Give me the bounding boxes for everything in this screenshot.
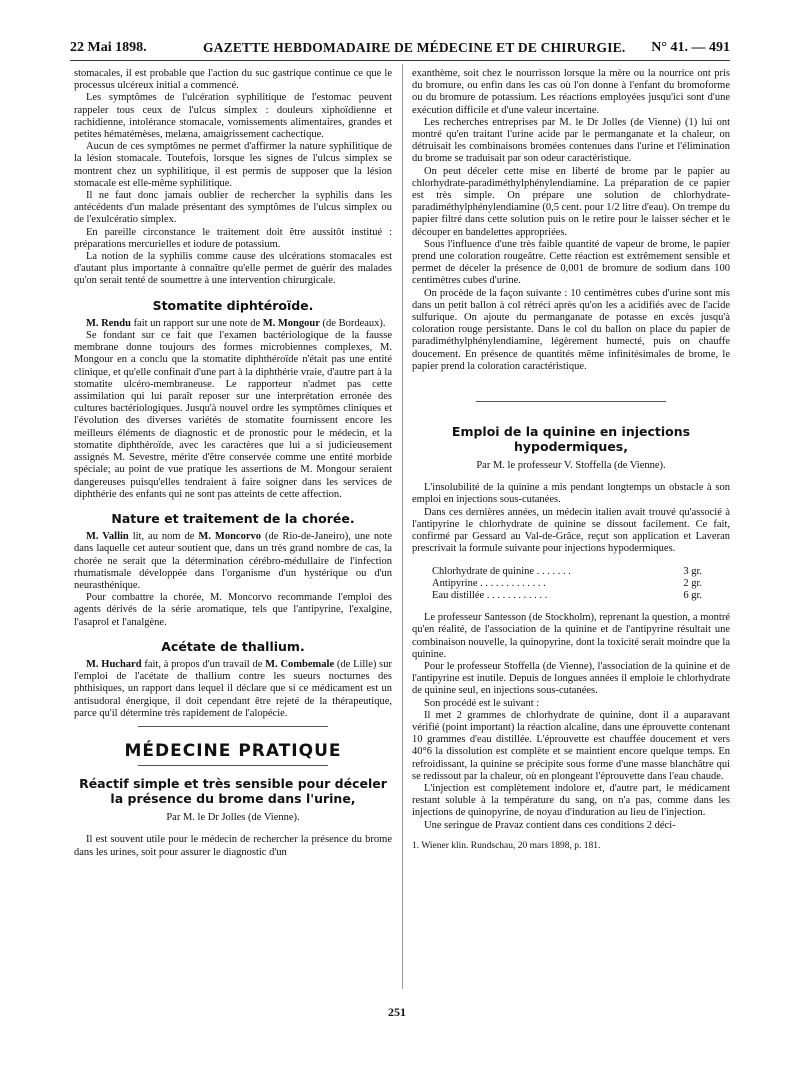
article-title-quinine: Emploi de la quinine en injections hypodermiques,	[451, 424, 691, 455]
text-run: (de Lille) sur l'emploi de l'acétate de thallium contre les sueurs nocturnes des phthisiques, un rapport dans lequel il déclare que si ce médicament est un antisudoral énergique, il doit cependant être rejeté de la thérapeutique, parce qu'il détermine très rapidement de l'alopécie.	[74, 658, 393, 719]
paragraph	[74, 659, 392, 720]
prescription-formula	[432, 566, 702, 603]
text-run: lit, au nom de	[128, 531, 199, 543]
paragraph: exanthème, soit chez le nourrisson lorsque la mère ou la nourrice ont pris du bromure, ou enfin dans les cas où l'on donne à l'enfant du bromoforme ou du bromure de potassium. Les réactions employées jusqu'ici sont d'une exécution difficile et d'une valeur incertaine.	[412, 68, 730, 116]
author-name: M. Moncorvo	[198, 531, 261, 543]
section-heading-choree: Nature et traitement de la chorée.	[111, 510, 355, 526]
ingredient-label: Eau distillée	[432, 589, 485, 601]
ingredient-name	[432, 578, 546, 590]
header-title: GAZETTE HEBDOMADAIRE DE MÉDECINE ET DE CHIRURGIE.	[203, 40, 626, 55]
paragraph: Le professeur Santesson (de Stockholm), reprenant la question, a montré qu'en réalité, de l'association de la quinine et de l'antipyrine résultait une combinaison nouvelle, la quinopyrine, dont la toxicité serait moindre que la quinine.	[412, 612, 730, 660]
paragraph: L'injection est complètement indolore et, d'autre part, le médicament restant soluble à la température du sang, on n'a pas, comme dans les injections de quinopyrine, de noyau d'induration au lieu de l'injection.	[412, 782, 730, 819]
formula-row	[432, 566, 702, 578]
ingredient-name	[432, 566, 571, 578]
paragraph: On peut déceler cette mise en liberté de brome par le papier au chlorhydrate-paradiméthylphénylendiamine. La préparation de ce papier est très simple. On prépare une solution de chlorhydrate-paradiméthylphénylendiamine (0,5 cent. pour 1/2 litre d'eau). On trempe du papier filtré dans cette solution puis on le retire pour le laisser sécher et le découper en bandelettes appropriées.	[412, 165, 730, 238]
paragraph: Pour le professeur Stoffella (de Vienne), l'association de la quinine et de l'antipyrine est inutile. Depuis de longues années il emploie le chlorhydrate de quinine seul, en injections sous-cutanées.	[412, 660, 730, 697]
speaker-name: M. Huchard	[86, 658, 142, 670]
ingredient-quantity: 2 gr.	[683, 577, 702, 589]
ingredient-label: Antipyrine	[432, 577, 478, 589]
byline: Par M. le Dr Jolles (de Vienne).	[166, 812, 300, 824]
ingredient-quantity: 6 gr.	[683, 589, 702, 601]
paragraph: stomacales, il est probable que l'action du suc gastrique continue ce que le processus ulcéreux initial a commencé.	[74, 68, 392, 92]
paragraph: Pour combattre la chorée, M. Moncorvo recommande l'emploi des agents dérivés de la série aromatique, tels que l'antipyrine, l'exalgine, l'asaprol et l'analgène.	[74, 592, 392, 628]
paragraph: Il met 2 grammes de chlorhydrate de quinine, dont il a auparavant vérifié (point important) la réaction alcaline, dans une éprouvette contenant 10 grammes d'eau distillée. L'éprouvette est chauffée doucement et vers 40°6 la dissolution est complète et se maintient encore quelque temps. En refroidissant, la quinine se précipite sous forme d'une masse blanchâtre qui se redissout par la chaleur, où en plongeant l'éprouvette dans l'eau chaude.	[412, 709, 730, 782]
text-run: fait un rapport sur une note de	[130, 317, 263, 329]
paragraph: Il est souvent utile pour le médecin de rechercher la présence du brome dans les urines, soit pour assurer le diagnostic d'un	[74, 834, 392, 858]
paragraph: Les recherches entreprises par M. le Dr Jolles (de Vienne) (1) lui ont montré qu'en traitant l'urine acide par le permanganate et la chaleur, on détruisait les combinaisons bromées contenues dans l'urine et l'élimination du brome se traduisait par son odeur caractéristique.	[412, 116, 730, 165]
formula-row	[432, 578, 702, 590]
left-column	[74, 68, 392, 859]
divider	[138, 726, 329, 727]
rubric-heading: MÉDECINE PRATIQUE	[124, 740, 342, 761]
column-divider	[402, 64, 403, 989]
paragraph	[74, 531, 392, 592]
ingredient-label: Chlorhydrate de quinine	[432, 565, 535, 577]
ingredient-name	[432, 590, 547, 602]
author-name: M. Mongour	[262, 317, 320, 329]
speaker-name: M. Rendu	[86, 317, 131, 329]
paragraph: On procède de la façon suivante : 10 centimètres cubes d'urine sont mis dans un petit ballon à col rétréci après qu'on les a acidifiés avec de l'acide sulfurique. On ajoute du permanganate de potasse en excès jusqu'à coloration rouge persistante. Dans le col du ballon on place du papier de paradiméthylphénylendiamine, légèrement humecté, puis on chauffe doucement. En présence de quantités même infinitésimales de brome, le papier prend la coloration caractéristique.	[412, 287, 730, 372]
footnote: 1. Wiener klin. Rundschau, 20 mars 1898, p. 181.	[412, 840, 601, 851]
text-run: (de Bordeaux).	[319, 317, 386, 329]
section-heading-thallium: Acétate de thallium.	[161, 638, 305, 654]
section-heading-stomatite: Stomatite diphtéroïde.	[152, 297, 314, 313]
divider	[138, 765, 329, 766]
text-run: (de Rio-de-Janeiro), une note dans laquelle cet auteur soutient que, dans un très grand nombre de cas, la chorée ne serait que la détermination cérébro-médullaire de l'infection rhumatismale développée dans l'organisme d'un hystérique ou d'un neurasthénique.	[74, 531, 392, 591]
paragraph: Aucun de ces symptômes ne permet d'affirmer la nature syphilitique de la lésion stomacale. Toutefois, lorsque les signes de l'ulcus simplex se montrent chez un syphilitique, il est permis de supposer que la lésion stomacale est elle-même syphilitique.	[74, 141, 392, 189]
leader-dots: . . . . . . .	[536, 565, 571, 577]
leader-dots: . . . . . . . . . . . .	[486, 589, 548, 601]
paragraph: La notion de la syphilis comme cause des ulcérations stomacales est d'autant plus importante à connaître qu'elle permet de guérir des malades qu'on serait tenté de soumettre à une intervention chirurgicale.	[74, 251, 392, 287]
paragraph: Il ne faut donc jamais oublier de rechercher la syphilis dans les antécédents d'un malade présentant des symptômes de l'ulcus simplex ou de l'exulcératio simplex.	[74, 190, 392, 226]
divider	[476, 401, 667, 402]
running-header	[70, 38, 730, 61]
paragraph	[74, 318, 392, 330]
paragraph: L'insolubilité de la quinine a mis pendant longtemps un obstacle à son emploi en injections sous-cutanées.	[412, 482, 730, 506]
paragraph: Son procédé est le suivant :	[424, 697, 540, 709]
formula-row	[432, 590, 702, 602]
leader-dots: . . . . . . . . . . . . .	[480, 577, 546, 589]
byline: Par M. le professeur V. Stoffella (de Vienne).	[476, 460, 666, 472]
right-column	[412, 68, 730, 852]
paragraph: Une seringue de Pravaz contient dans ces conditions 2 déci-	[424, 819, 676, 831]
header-page-number: N° 41. — 491	[651, 40, 730, 55]
folio-number: 251	[388, 1005, 406, 1019]
paragraph: Les symptômes de l'ulcération syphilitique de l'estomac peuvent rappeler tous ceux de l'ulcus simplex : douleurs xiphoïdienne et rachidienne, intolérance stomacale, vomissements alimentaires, grandes et petites hématémèses, melæna, amaigrissement cachectique.	[74, 92, 392, 141]
paragraph: Dans ces dernières années, un médecin italien avait trouvé qu'associé à l'antipyrine le chlorhydrate de quinine se dissout facilement. Ce fait, confirmé par Gessard au Val-de-Grâce, reçut son application et Laveran prescrivait la formule suivante pour injections hypodermiques.	[412, 506, 730, 555]
paragraph: Sous l'influence d'une très faible quantité de vapeur de brome, le papier prend une coloration rougeâtre. Cette réaction est extrêmement sensible et permet de déceler la présence de 0,001 de bromure de sodium dans 100 centimètres cubes d'urine.	[412, 238, 730, 287]
article-title-reactif: Réactif simple et très sensible pour déceler la présence du brome dans l'urine,	[79, 776, 387, 807]
header-date: 22 Mai 1898.	[70, 40, 147, 55]
speaker-name: M. Vallin	[86, 531, 129, 543]
paragraph: Se fondant sur ce fait que l'examen bactériologique de la fausse membrane donne toujours des formes microbiennes complexes, M. Mongour en a conclu que la stomatite diphthéroïde n'était pas une entité clinique, et qu'elle confinait d'une part à la diphthérie vraie, d'autre part à la stomatite ulcéro-membraneuse. Le rapporteur n'admet pas cette assimilation qui lui paraît reposer sur une interprétation erronée des cultures bactériologiques. Jusqu'à nouvel ordre les symptômes cliniques et l'évolution des diverses variétés de stomatite fournissent encore les meilleurs éléments de diagnostic et de pronostic pour le médecin, et la stomatite diphthéroïde, avec les caractères que lui a si judicieusement assignés M. Sevestre, mérite d'être conservée comme une entité morbide spéciale; au point de vue pratique les assertions de M. Mongour seraient dangereuses puisqu'elles tendraient à faire soigner dans les services de diphthérie des enfants qui ne sont pas atteints de cette affection.	[74, 330, 392, 500]
author-name: M. Combemale	[265, 658, 335, 670]
text-run: fait, à propos d'un travail de	[141, 658, 266, 670]
ingredient-quantity: 3 gr.	[683, 565, 702, 577]
paragraph: En pareille circonstance le traitement doit être aussitôt institué : préparations mercurielles et iodure de potassium.	[74, 226, 392, 250]
